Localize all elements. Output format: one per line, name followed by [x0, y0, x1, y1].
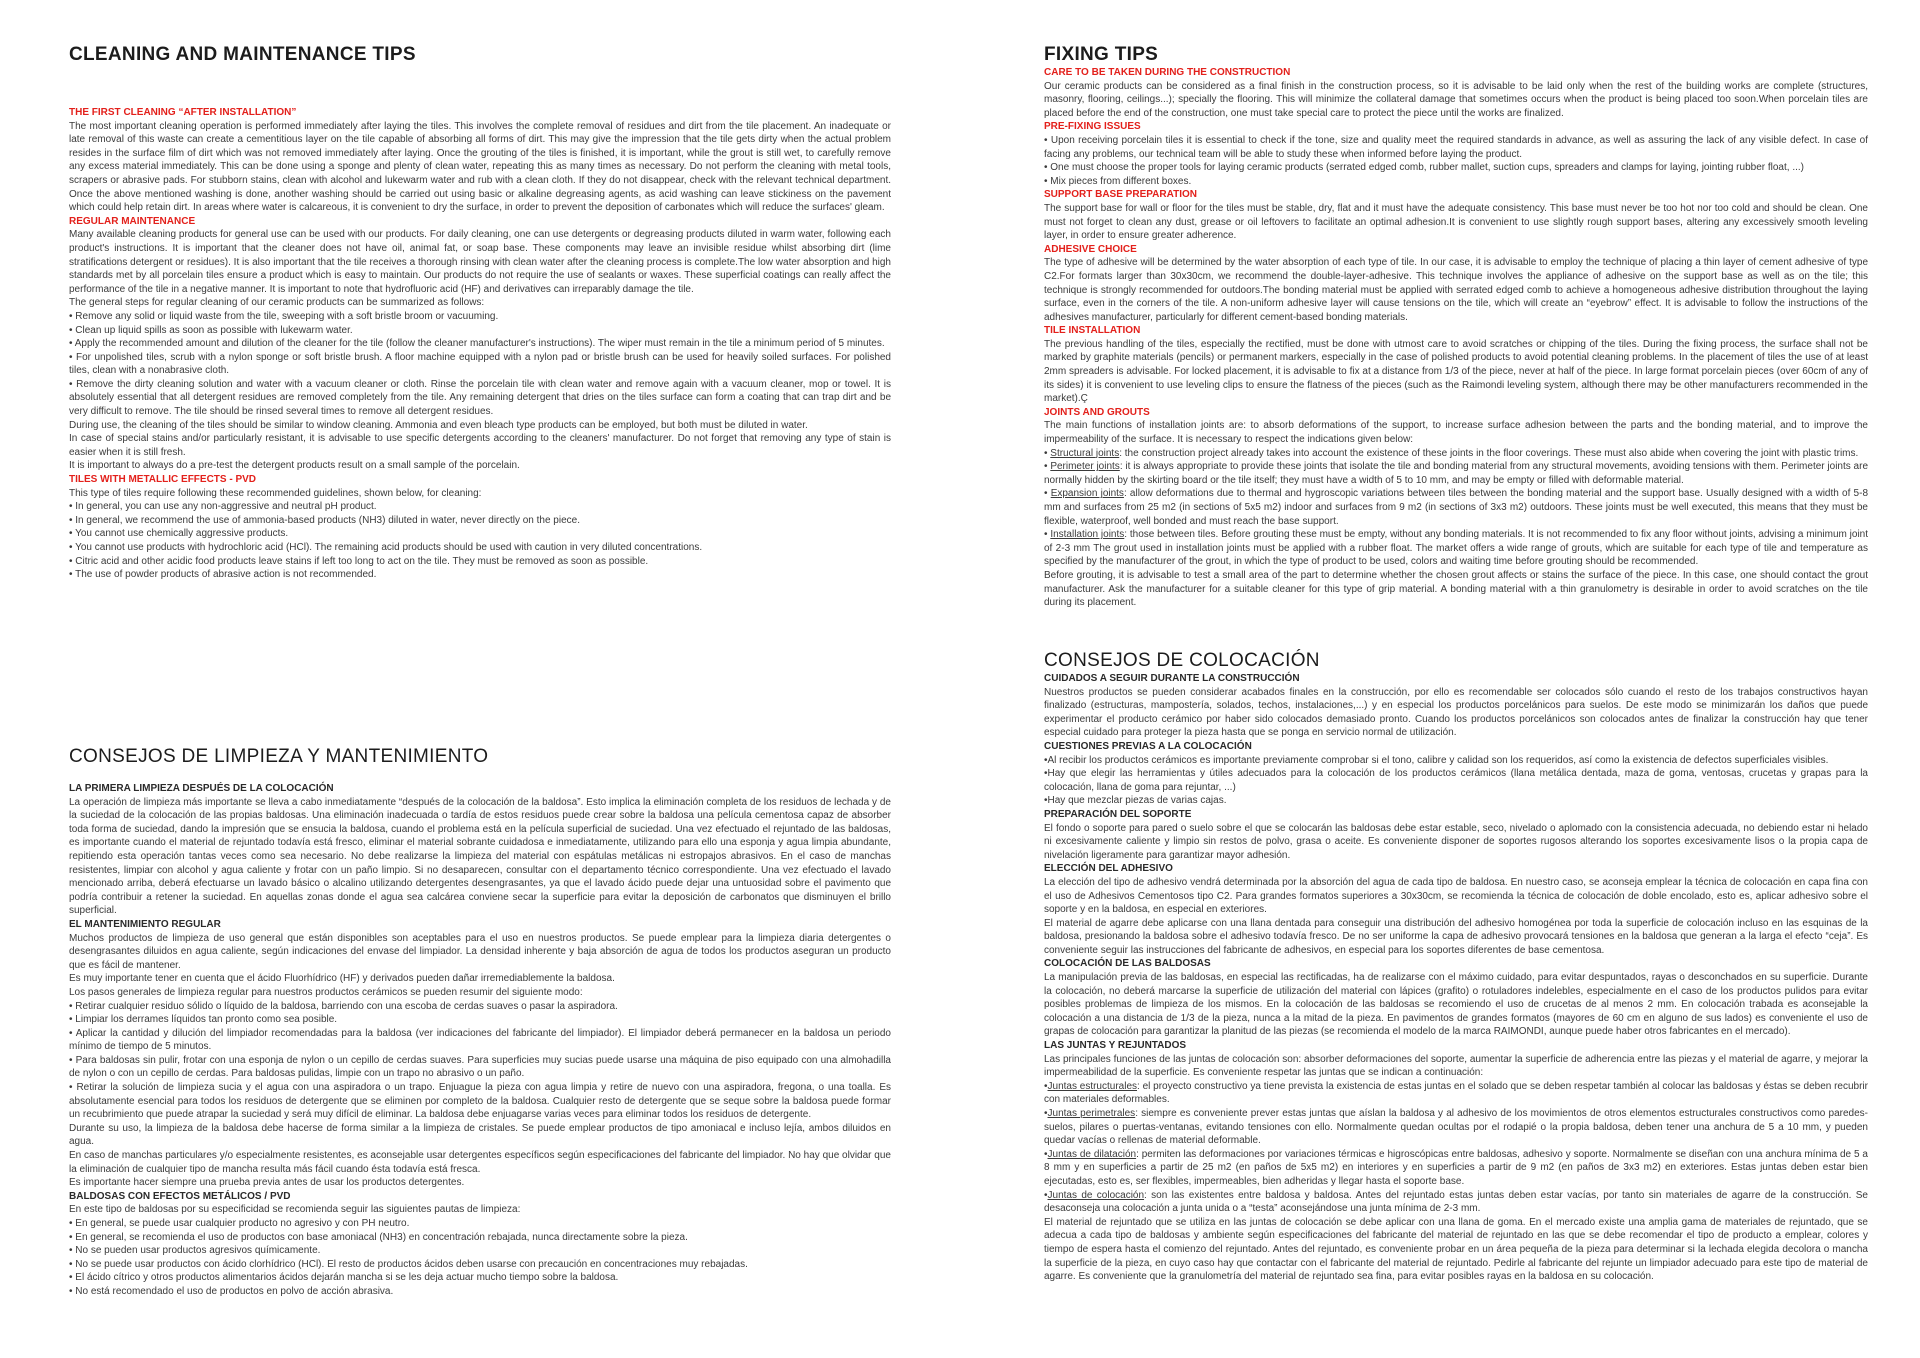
fixing-en-section: [1044, 44, 1868, 610]
section-heading: ELECCIÓN DEL ADHESIVO: [1044, 863, 1173, 875]
section-heading: JOINTS AND GROUTS: [1044, 406, 1150, 418]
paragraph: Muchos productos de limpieza de uso general que están disponibles son aceptables para el uso en nuestros productos. Se puede emplear para la limpieza diaria detergentes o desengrasantes diluidos en agua caliente, según indicaciones del envase del limpiador. La densidad inherente y baja absorción de agua de todos los productos aseguran un producto que es fácil de mantener.: [69, 932, 891, 971]
joint-text: : permiten las deformaciones por variaciones térmicas e higroscópicas entre baldosas, adhesivo y soporte. Normalmente se diseñan con una anchura mínima de 5 a 8 mm y en superficies a partir de 25 m2 (en paños de 5x5 m2) en interiores y en superficies a partir de 9 m2 (en paños de 3x3 m2) en exteriores. Estas juntas deben estar bien ejecutadas, esto es, ser flexibles, impermeables, bien adheridas y llegar hasta el soporte base.: [1044, 1148, 1868, 1187]
joint-term: Installation joints: [1050, 529, 1125, 541]
fixing-es-support-base: [1044, 808, 1868, 862]
paragraph: En caso de manchas particulares y/o especialmente resistentes, es aconsejable usar detergentes específicos según especificaciones del fabricante del limpiador. No hay que olvidar que la eliminación de cualquier tipo de mancha resulta más fácil cuando ésta todavía está fresca.: [69, 1150, 891, 1175]
paragraph: Our ceramic products can be considered as a final finish in the construction process, so it is advisable to be laid only when the rest of the building works are complete (structures, masonry, flooring, ceilings...); specially the flooring. This will minimize the collateral damage that sometimes occurs when the product is being placed too soon.When porcelain tiles are placed before the end of the construction, one must take special care to protect the piece until the works are finalized.: [1044, 80, 1868, 119]
paragraph: El fondo o soporte para pared o suelo sobre el que se colocarán las baldosas debe estar estable, seco, nivelado o aplomado con la consistencia adecuada, no debiendo estar ni helado ni excesivamente caliente y limpio sin restos de polvo, grasa o aceite. Es conveniente disponer de soportes rugosos alterando los soportes excesivamente lisos o la propia capa de nivelación ligeramente para garantizar mayor adhesión.: [1044, 822, 1868, 861]
joint-text: : son las existentes entre baldosa y baldosa. Antes del rejuntado estas juntas deben estar vacías, por tanto sin materiales de agarre de la construcción. Se desaconseja una colocación a junta unida o a “testa” aconsejándose una junta mínima de 2-3 mm.: [1044, 1189, 1868, 1215]
paragraph: El material de rejuntado que se utiliza en las juntas de colocación se debe aplicar con una llana de goma. En el mercado existe una amplia gama de materiales de rejuntado, que se adecua a cada tipo de baldosas y ambiente según especificaciones del fabricante del material de rejuntado en las que se debe recomendar el tipo de producto a emplear, colores y tiempo de espera hasta el comienzo del rejuntado. Antes del rejuntado, es conveniente probar en un área pequeña de la pieza para determinar si la lechada elegida decolora o mancha la superficie de la pieza, en cuyo caso hay que contactar con el fabricante del material de rejuntado. Pedirle al fabricante del rejunte un limpiador adecuado para este tipo de material de agarre. Es conveniente que la granulometría del material de rejuntado sea fina, para evitar posibles rayas en la baldosa en su colocación.: [1044, 1216, 1868, 1283]
bullet-item: •Hay que mezclar piezas de varias cajas.: [1044, 795, 1227, 807]
section-heading: REGULAR MAINTENANCE: [69, 215, 196, 227]
cleaning-es-regular-maintenance: [69, 918, 891, 1190]
fixing-es-adhesive: [1044, 862, 1868, 957]
bullet-item: • No se puede usar productos con ácido clorhídrico (HCl). El resto de productos ácidos deben usarse con precaución en concentraciones muy rebajadas.: [69, 1258, 748, 1270]
bullet-item: •Al recibir los productos cerámicos es importante previamente comprobar si el tono, calibre y calidad son los requeridos, así como la existencia de defectos superficiales visibles.: [1044, 754, 1829, 766]
fixing-es-pre-fixing: [1044, 740, 1868, 808]
cleaning-en-title: CLEANING AND MAINTENANCE TIPS: [69, 44, 416, 65]
paragraph: The most important cleaning operation is performed immediately after laying the tiles. This involves the complete removal of residues and dirt from the tile placement. An inadequate or late removal of this waste can create a cementitious layer on the tile capable of absorbing all forms of dirt. This may give the impression that the tile gets dirty when the actual problem resides in the surface film of dirt which was not removed immediately after laying. Once the grouting of the tiles is finished, it is important, while the grout is still wet, to carefully remove any excess material immediately. This can be done using a sponge and plenty of clean water, repeating this as many times as necessary. Do not perform the cleaning with metal tools, scrapers or abrasive pads. For stubborn stains, clean with alcohol and lukewarm water and rub with a clean cloth. If they do not disappear, check with the relevant technical department. Once the above mentioned washing is done, another washing should be carried out using basic or alkaline degreasing agents, as acid washing can leave stickiness on the pavement which could help retain dirt. In areas where water is calcareous, it is convenient to dry the surface, in order to prevent the deposition of carbonates which will reduce the surfaces' gleam.: [69, 120, 891, 214]
section-heading: LAS JUNTAS Y REJUNTADOS: [1044, 1040, 1187, 1052]
fixing-es-section: [1044, 650, 1868, 1284]
joint-term: Structural joints: [1050, 447, 1120, 459]
paragraph: The general steps for regular cleaning of our ceramic products can be summarized as follows:: [69, 297, 485, 309]
paragraph: During use, the cleaning of the tiles should be similar to window cleaning. Ammonia and even bleach type products can be employed, but both must be diluted in water.: [69, 419, 808, 431]
bullet-item: • You cannot use products with hydrochloric acid (HCl). The remaining acid products should be used with caution in very diluted concentrations.: [69, 542, 703, 553]
cleaning-es-section: [69, 746, 891, 1299]
bullet-item: • The use of powder products of abrasive action is not recommended.: [69, 569, 377, 581]
joint-item: •Juntas de dilatación: permiten las deformaciones por variaciones térmicas e higroscópicas entre baldosas, adhesivo y soporte. Normalmente se diseñan con una anchura mínima de 5 a 8 mm y en superficies a partir de 25 m2 (en paños de 5x5 m2) en interiores y en superficies a partir de 9 m2 (en paños de 3x3 m2) en exteriores. Estas juntas deben estar bien ejecutadas, esto es, ser flexibles, impermeables, bien adheridas y llegar hasta el soporte base.: [1044, 1148, 1868, 1187]
bullet-item: • El ácido cítrico y otros productos alimentarios ácidos dejarán mancha si se les deja actuar mucho tiempo sobre la baldosa.: [69, 1272, 619, 1284]
bullet-item: • Citric acid and other acidic food products leave stains if left too long to act on the tile. They must be removed as soon as possible.: [69, 555, 649, 567]
bullet-item: • Retirar la solución de limpieza sucia y el agua con una aspiradora o un trapo. Enjuague la pieza con agua limpia y retire de nuevo con una aspiradora, fregona, o una toalla. Es absolutamente esencial para todos los residuos de detergente que se eliminen por completo de la baldosa. Cualquier resto de detergente que se seque sobre la baldosa puede formar un recubrimiento que puede atrapar la suciedad y será muy difícil de eliminar. La baldosa debe enjuagarse varias veces para eliminar todos los residuos de detergente.: [69, 1082, 891, 1121]
section-heading: CUESTIONES PREVIAS A LA COLOCACIÓN: [1044, 740, 1252, 752]
fixing-es-joints: [1044, 1039, 1868, 1284]
bullet-item: • Aplicar la cantidad y dilución del limpiador recomendadas para la baldosa (ver indicaciones del fabricante del limpiador). El limpiador deberá permanecer en la baldosa un periodo mínimo de tiempo de 5 minutos.: [69, 1027, 891, 1053]
bullet-item: • Remove the dirty cleaning solution and water with a vacuum cleaner or cloth. Rinse the porcelain tile with clean water and remove again with a vacuum cleaner, mop or towel. It is absolutely essential that all detergent residues are removed completely from the tile. Any remaining detergent that dries on the tiles surface can form a coating that can trap dirt and be very difficult to remove. The tile should be rinsed several times to remove all detergent residues.: [69, 378, 891, 418]
joint-text: : allow deformations due to thermal and hygroscopic variations between tiles between the bonding material and the support base. Usually designed with a width of 5-8 mm and surfaces from 25 m2 (in sections of 5x5 m2) indoor and surfaces from 9 m2 (in sections of 3x3 m2) outdoors. These joints must be well executed, this means that they must be flexible, waterproof, well bonded and must reach the base support.: [1044, 488, 1869, 527]
bullet-item: • Remove any solid or liquid waste from the tile, sweeping with a soft bristle broom or vacuuming.: [69, 310, 499, 322]
paragraph: It is important to always do a pre-test the detergent products result on a small sample of the porcelain.: [69, 460, 520, 472]
fixing-en-construction-care: [1044, 66, 1868, 120]
paragraph: Los pasos generales de limpieza regular para nuestros productos cerámicos se pueden resumir del siguiente modo:: [69, 986, 583, 998]
cleaning-en-section: [69, 44, 891, 582]
section-heading: CARE TO BE TAKEN DURING THE CONSTRUCTION: [1044, 67, 1291, 78]
paragraph: The main functions of installation joints are: to absorb deformations of the support, to increase surface adhesion between the parts and the bonding material, and to improve the impermeability of the surface. It is necessary to respect the indications given below:: [1044, 420, 1868, 446]
joint-text: : el proyecto constructivo ya tiene prevista la existencia de estas juntas en el solado que se deben respetar también al colocar las baldosas y éstas se deben recubrir con materiales deformables.: [1044, 1080, 1868, 1106]
paragraph: Es importante hacer siempre una prueba previa antes de usar los productos detergentes.: [69, 1177, 465, 1189]
paragraph: This type of tiles require following these recommended guidelines, shown below, for cleaning:: [69, 487, 482, 499]
paragraph: Durante su uso, la limpieza de la baldosa debe hacerse de forma similar a la limpieza de cristales. Se puede emplear productos de tipo amoniacal e incluso lejía, ambos diluidos en agua.: [69, 1122, 891, 1148]
cleaning-es-title: CONSEJOS DE LIMPIEZA Y MANTENIMIENTO: [69, 746, 489, 767]
section-heading: THE FIRST CLEANING “AFTER INSTALLATION”: [69, 107, 297, 118]
fixing-en-adhesive: [1044, 243, 1868, 325]
fixing-en-title: FIXING TIPS: [1044, 44, 1159, 65]
joint-item: •Juntas de colocación: son las existentes entre baldosa y baldosa. Antes del rejuntado estas juntas deben estar vacías, por tanto sin materiales de agarre de la construcción. Se desaconseja una colocación a junta unida o a “testa” aconsejándose una junta mínima de 2-3 mm.: [1044, 1189, 1868, 1215]
section-heading: EL MANTENIMIENTO REGULAR: [69, 918, 221, 930]
bullet-item: • En general, se puede usar cualquier producto no agresivo y con PH neutro.: [69, 1218, 410, 1229]
section-heading: PREPARACIÓN DEL SOPORTE: [1044, 808, 1192, 820]
paragraph: In case of special stains and/or particularly resistant, it is advisable to use specific detergents according to the cleaners' manufacturer. Do not forget that removing any type of stain is easier when it is still fresh.: [69, 433, 891, 458]
fixing-en-support-base: [1044, 188, 1868, 242]
paragraph: Las principales funciones de las juntas de colocación son: absorber deformaciones del soporte, aumentar la superficie de adherencia entre las piezas y el material de agarre, y mejorar la impermeabilidad de la superficie. Es conveniente respetar las juntas que se indican a continuación:: [1044, 1053, 1868, 1079]
paragraph: The previous handling of the tiles, especially the rectified, must be done with utmost care to avoid scratches or chipping of the tiles. During the fixing process, the surface shall not be marked by graphite materials (pencils) or permanent markers, especially in the case of polished products to avoid potential cleaning problems. In the placement of tiles the use of at least 2mm spreaders is advisable. For locked placement, it is advisable to fix at a distance from 1/3 of the piece, never at half of the piece. In large format porcelain pieces (over 60cm of any of its sides) it is convenient to use leveling clips to ensure the flatness of the pieces (such as the Raimondi leveling system, although there may be other manufacturers recommended in the market).Ç: [1044, 338, 1868, 405]
bullet-item: • Mix pieces from different boxes.: [1044, 175, 1192, 187]
bullet-item: • En general, se recomienda el uso de productos con base amoniacal (NH3) en concentración rebajada, nunca directamente sobre la pieza.: [69, 1231, 688, 1243]
paragraph: Before grouting, it is advisable to test a small area of the part to determine whether the chosen grout affects or stains the surface of the piece. In this case, one should contact the grout manufacturer. Ask the manufacturer for a suitable cleaner for this type of grip material. A bonding material with a thin granulometry is desirable in order to avoid scratches on the tile during its placement.: [1044, 569, 1868, 609]
bullet-item: • Para baldosas sin pulir, frotar con una esponja de nylon o un cepillo de cerdas suaves. Para superficies muy sucias puede usarse una máquina de piso equipado con una almohadilla de nylon o con un cepillo de cerdas. Para baldosas pulidas, limpie con un trapo no abrasivo o un paño.: [69, 1054, 891, 1080]
joint-text: : it is always appropriate to provide these joints that isolate the tile and bonding material from any structural movements, avoiding tensions with them. Perimeter joints are normally hidden by the skirting board or the tile itself; they must have a width of 5 to 10 mm, and may be empty or filled with deformable material.: [1044, 461, 1869, 486]
section-heading: COLOCACIÓN DE LAS BALDOSAS: [1044, 958, 1211, 970]
joint-item: • Installation joints: those between tiles. Before grouting these must be empty, without any bonding materials. It is not recommended to fix any floor without joints, advising a minimum joint of 2-3 mm The grout used in installation joints must be applied with a rubber float. The market offers a wide range of grouts, which are suitable for each type of tile and temperature as specified by the manufacturer of the grout, in which the type of product to be used, colors and waiting time before grouting should be recommended.: [1044, 529, 1869, 568]
joint-text: : siempre es conveniente prever estas juntas que aíslan la baldosa y al adhesivo de los movimientos de otros elementos estructurales constructivos como paredes-suelos, pilares o puertas-ventanas, evitando tensiones con ello. Normalmente quedan ocultas por el rodapié o la propia baldosa, deben tener una anchura de 5 a 10 mm, y pueden quedar vacías o rellenas de material deformable.: [1044, 1108, 1869, 1147]
paragraph: Many available cleaning products for general use can be used with our products. For daily cleaning, one can use detergents or degreasing products diluted in warm water, following each product's instructions. It is important that the cleaner does not have oil, animal fat, or soap base. These components may leave an invisible residue whilst absorbing dirt (lime stratifications detergent or residues). It is also important that the tile receives a thorough rinsing with clean water after the cleaning process is complete.The low water absorption and high standards met by all porcelain tiles ensure a product which is easy to maintain. Our products do not require the use of sealants or waxes. These superficial coatings can really affect the performance of the tile in a negative manner. It is important to note that hydrofluoric acid (HF) and derivatives can irreparably damage the tile.: [69, 229, 891, 295]
bullet-item: • No está recomendado el uso de productos en polvo de acción abrasiva.: [69, 1285, 394, 1297]
paragraph: La elección del tipo de adhesivo vendrá determinada por la absorción del agua de cada tipo de baldosa. En nuestro caso, se aconseja emplear la técnica de colocación en capa fina con el uso de Adhesivos Cementosos tipo C2. Para grandes formatos superiores a 30x30cm, se recomienda la técnica de colocación de doble encolado, esto es, aplicar adhesivo sobre el soporte y en la baldosa, en especial en exteriores.: [1044, 876, 1868, 916]
paragraph: La operación de limpieza más importante se lleva a cabo inmediatamente “después de la colocación de la baldosa”. Esto implica la eliminación completa de los residuos de lechada y de la suciedad de la colocación de las propias baldosas. Una eliminación inadecuada o tardía de estos residuos puede crear sobre la baldosa una película cementosa capaz de absorber toda forma de suciedad, dando la impresión que se ensucia la baldosa, cuando el problema está en la película superficial de suciedad. Una vez efectuado el rejuntado de las baldosas, es importante cuando el material de rejuntado todavía está fresco, eliminar el material sobrante cuidadosa e inmediatamente, utilizando para ello una esponja y agua limpia abundante, repitiendo esta operación tantas veces como sea necesario. No debe realizarse la limpieza del material con espátulas metálicas ni estropajos abrasivos. En el caso de manchas resistentes, limpiar con alcohol y agua caliente y frotar con un paño limpio. Si no desaparecen, consultar con el departamento técnico correspondiente. Una vez efectuado el lavado mencionado arriba, deberá efectuarse un lavado básico o alcalino utilizando detergentes desengrasantes, ya que el lavado ácido puede dejar una untuosidad sobre el pavimento que podría contribuir a retener la suciedad. En aquellas zonas donde el agua sea calcárea conviene secar la superficie para evitar la deposición de carbonatos que disminuyen el brillo superficial.: [69, 796, 891, 917]
bullet-item: • For unpolished tiles, scrub with a nylon sponge or soft bristle brush. A floor machine equipped with a nylon pad or bristle brush can be used for heavily soiled surfaces. For polished tiles, clean with a nonabrasive cloth.: [69, 351, 891, 377]
section-heading: TILES WITH METALLIC EFFECTS - PVD: [69, 474, 257, 486]
joint-text: : the construction project already takes into account the existence of these joints in the floor coverings. These must also abide when covering the joint with plastic trims.: [1119, 447, 1859, 459]
section-heading: LA PRIMERA LIMPIEZA DESPUÉS DE LA COLOCACIÓN: [69, 783, 334, 794]
fixing-en-tile-installation: [1044, 324, 1868, 406]
fixing-en-pre-fixing: [1044, 120, 1868, 188]
cleaning-en-metallic-tiles: [69, 473, 891, 582]
bullet-item: • No se pueden usar productos agresivos químicamente.: [69, 1245, 321, 1257]
bullet-item: •Hay que elegir las herramientas y útiles adecuados para la colocación de los productos cerámicos (llana metálica dentada, maza de goma, ventosas, crucetas y grapas para la colocación, llana de goma para rejuntar, ...): [1044, 768, 1868, 793]
fixing-es-construction-care: [1044, 672, 1868, 740]
joint-term: Juntas de colocación: [1047, 1189, 1145, 1201]
section-heading: CUIDADOS A SEGUIR DURANTE LA CONSTRUCCIÓN: [1044, 673, 1300, 684]
fixing-es-title: CONSEJOS DE COLOCACIÓN: [1044, 650, 1320, 671]
cleaning-en-regular-maintenance: [69, 215, 891, 473]
joint-item: •Juntas estructurales: el proyecto constructivo ya tiene prevista la existencia de estas juntas en el solado que se deben respetar también al colocar las baldosas y éstas se deben recubrir con materiales deformables.: [1044, 1080, 1868, 1106]
bullet-item: • In general, you can use any non-aggressive and neutral pH product.: [69, 501, 377, 513]
bullet-item: • One must choose the proper tools for laying ceramic products (serrated edged comb, rubber mallet, suction cups, spreaders and clamps for laying, jointing rubber float, ...): [1044, 162, 1804, 174]
joint-item: • Expansion joints: allow deformations due to thermal and hygroscopic variations between tiles between the bonding material and the support base. Usually designed with a width of 5-8 mm and surfaces from 25 m2 (in sections of 5x5 m2) indoor and surfaces from 9 m2 (in sections of 3x3 m2) outdoors. These joints must be well executed, this means that they must be flexible, waterproof, well bonded and must reach the base support.: [1044, 488, 1869, 527]
joint-item: • Structural joints: the construction project already takes into account the existence of these joints in the floor coverings. These must also abide when covering the joint with plastic trims.: [1044, 447, 1859, 459]
cleaning-es-metallic-tiles: [69, 1190, 891, 1299]
bullet-item: • Clean up liquid spills as soon as possible with lukewarm water.: [69, 324, 353, 336]
paragraph: La manipulación previa de las baldosas, en especial las rectificadas, ha de realizarse con el máximo cuidado, para evitar despuntados, rayas o desconchados en su superficie. Durante la colocación, no deberá marcarse la superficie de utilización del material con lápices (grafito) o rotuladores indelebles, especialmente en el caso de los productos pulidos para evitar posibles problemas de limpieza de los mismos. En la colocación de las baldosas se recomiendo el uso de crucetas de al menos 2 mm. En colocación trabada es aconsejable la colocación a una distancia de 1/3 de la pieza, nunca a la mitad de la pieza. En pavimentos de grandes formatos (mayores de 60 cm en alguno de sus lados) es conveniente el uso de grapas de colocación para garantizar la planitud de las piezas (se recomienda el modelo de la marca RAIMONDI, aunque puede haber otros fabricantes en el mercado).: [1044, 972, 1868, 1038]
bullet-item: • You cannot use chemically aggressive products.: [69, 528, 289, 540]
bullet-item: • Retirar cualquier residuo sólido o líquido de la baldosa, barriendo con una escoba de cerdas suaves o pasar la aspiradora.: [69, 1000, 618, 1012]
cleaning-es-first-cleaning: [69, 782, 891, 918]
section-heading: ADHESIVE CHOICE: [1044, 243, 1137, 255]
paragraph: En este tipo de baldosas por su especificidad se recomienda seguir las siguientes pautas de limpieza:: [69, 1204, 521, 1216]
joint-term: Juntas estructurales: [1047, 1080, 1138, 1092]
joint-item: •Juntas perimetrales: siempre es conveniente prever estas juntas que aíslan la baldosa y al adhesivo de los movimientos de otros elementos estructurales constructivos como paredes-suelos, pilares o puertas-ventanas, evitando tensiones con ello. Normalmente quedan ocultas por el rodapié o la propia baldosa, deben tener una anchura de 5 a 10 mm, y pueden quedar vacías o rellenas de material deformable.: [1044, 1108, 1869, 1147]
bullet-item: • Limpiar los derrames líquidos tan pronto como sea posible.: [69, 1014, 338, 1026]
joint-term: Expansion joints: [1050, 488, 1124, 500]
section-heading: TILE INSTALLATION: [1044, 325, 1141, 337]
joint-term: Perimeter joints: [1050, 461, 1120, 473]
paragraph: The support base for wall or floor for the tiles must be stable, dry, flat and it must have the adequate consistency. This base must never be too hot nor too cold and should be clean. One must not forget to clean any dust, grease or oil leftovers to facilitate an optimal adhesion.It is convenient to use slightly rough support bases, altering any excessively smooth leveling layer, in order to ensure greater adherence.: [1044, 202, 1868, 242]
joint-text: : those between tiles. Before grouting these must be empty, without any bonding materials. It is not recommended to fix any floor without joints, advising a minimum joint of 2-3 mm The grout used in installation joints must be applied with a rubber float. The market offers a wide range of grouts, which are suitable for each type of tile and temperature as specified by the manufacturer of the grout, in which the type of product to be used, colors and waiting time before grouting should be recommended.: [1044, 529, 1869, 568]
joint-term: Juntas perimetrales: [1047, 1108, 1136, 1119]
joint-item: • Perimeter joints: it is always appropriate to provide these joints that isolate the tile and bonding material from any structural movements, avoiding tensions with them. Perimeter joints are normally hidden by the skirting board or the tile itself; they must have a width of 5 to 10 mm, and may be empty or filled with deformable material.: [1044, 461, 1869, 486]
fixing-es-tile-installation: [1044, 957, 1868, 1039]
bullet-item: • Upon receiving porcelain tiles it is essential to check if the tone, size and quality meet the required standards in advance, as well as assuring the lack of any visible defect. In case of facing any problems, our technical team will be able to study these when informed before laying the product.: [1044, 134, 1868, 160]
paragraph: Es muy importante tener en cuenta que el ácido Fluorhídrico (HF) y derivados pueden dañar irremediablemente la baldosa.: [69, 973, 615, 985]
joint-term: Juntas de dilatación: [1047, 1148, 1137, 1160]
paragraph: The type of adhesive will be determined by the water absorption of each type of tile. In our case, it is advisable to employ the technique of placing a thin layer of cement adhesive of type C2.For formats larger than 30x30cm, we recommend the double-layer-adhesive. This technique involves the appliance of adhesive on the support base as well as on the tile; this technique is strongly recommended for outdoors.The bonding material must be applied with serrated edged comb to achieve a homogeneous adhesive distribution throughout the laying surface, even in the corners of the tile. A non-uniform adhesive layer will cause tensions on the tile, which will create an “eyebrow” effect. It is advisable to follow the instructions of the adhesives manufacturer, particularly for different cement-based bonding materials.: [1044, 257, 1868, 323]
fixing-en-joints: [1044, 406, 1868, 610]
section-heading: PRE-FIXING ISSUES: [1044, 121, 1141, 133]
section-heading: SUPPORT BASE PREPARATION: [1044, 189, 1197, 201]
bullet-item: • Apply the recommended amount and dilution of the cleaner for the tile (follow the cleaner manufacturer's instructions). The wiper must remain in the tile a minimum period of 5 minutes.: [69, 338, 885, 350]
cleaning-en-first-cleaning: [69, 106, 891, 215]
paragraph: Nuestros productos se pueden considerar acabados finales en la construcción, por ello es recomendable ser colocados sólo cuando el resto de los trabajos constructivos hayan finalizado (estructuras, mampostería, solados, techos, instalaciones,...) y en especial los productos porcelánicos para suelos. De este modo se minimizarán los daños que puede experimentar el producto cerámico por haber sido colocados demasiado pronto. Cuando los productos porcelánicos son colocados antes de finalizar la construcción hay que tener especial cuidado para proteger la pieza hasta que se ponga en servicio normal de utilización.: [1044, 686, 1868, 739]
section-heading: BALDOSAS CON EFECTOS METÁLICOS / PVD: [69, 1190, 291, 1202]
paragraph: El material de agarre debe aplicarse con una llana dentada para conseguir una distribución del adhesivo homogénea por toda la superficie de colocación incluso en las esquinas de la baldosa, presionando la baldosa sobre el adhesivo todavía fresco. De no ser uniforme la capa de adhesivo provocará tensiones en la baldosa que generan a la larga el efecto “ceja”. Es conveniente seguir las instrucciones del fabricante de adhesivos, en especial para los soportes diferentes de base cementosa.: [1044, 917, 1868, 956]
bullet-item: • In general, we recommend the use of ammonia-based products (NH3) diluted in water, never directly on the piece.: [69, 514, 580, 526]
